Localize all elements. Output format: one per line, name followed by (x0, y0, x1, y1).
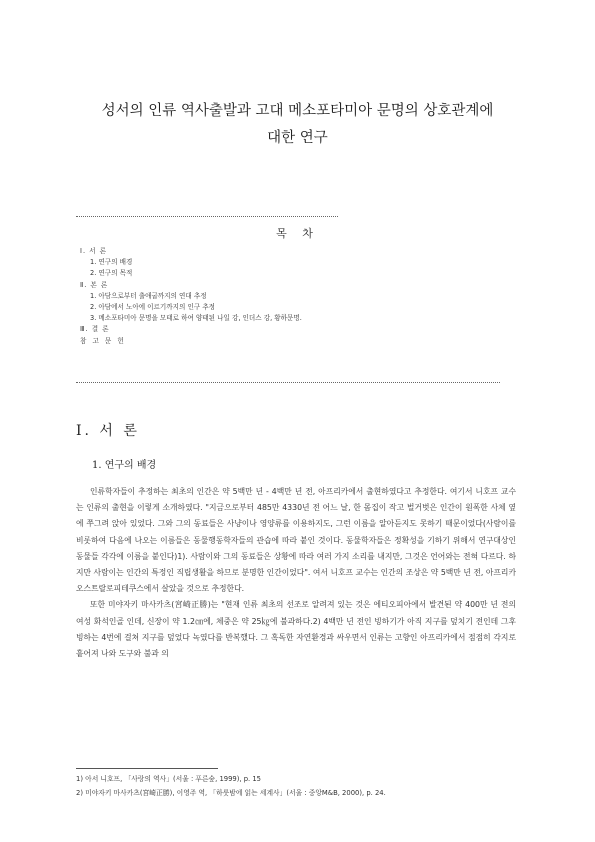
toc-item: 2. 아담에서 노아에 이르기까지의 인구 추정 (90, 302, 216, 311)
body-text (76, 484, 516, 662)
title-line-2: 대한 연구 (267, 130, 328, 146)
subsection-title: 1. 연구의 배경 (92, 460, 157, 471)
toc-item: 2. 연구의 목적 (90, 269, 133, 278)
toc-item: 1. 아담으로부터 출애굽까지의 연대 추정 (90, 291, 207, 300)
toc-section-entry: Ⅲ. 결 론 (80, 325, 110, 334)
toc-section-entry: Ⅰ. 서 론 (80, 247, 107, 255)
toc-item: 3. 메소포타미아 문명을 모태로 하여 양태된 나일 강, 인더스 강, 황하문명. (90, 314, 302, 323)
toc-item: 1. 연구의 배경 (90, 258, 133, 267)
footnote-divider (76, 768, 218, 769)
toc-top-divider (76, 216, 338, 217)
toc-bottom-divider (76, 382, 500, 383)
title-line-1: 성서의 인류 역사출발과 고대 메소포타미아 문명의 상호관계에 (101, 103, 494, 119)
toc-references-entry: 참 고 문 헌 (80, 336, 126, 345)
document-title (60, 98, 535, 152)
paragraph: 또한 미야자키 마사카츠(宮崎正勝)는 "현재 인류 최초의 선조로 알려져 있는 것은 에티오피아에서 발견된 약 400만 년 전의 여성 화석인골 인데, 신장이 약 1.2㎝에, 체중은 약 25㎏에 불과하다.2) 4백만 년 전인 빙하기가 아직 지구를 덮치기 전인데 그후 빙하는 4번에 걸쳐 지구를 덮었다 녹였다를 반복했다. 그 혹독한 자연환경과 싸우면서 인류는 고향인 아프리카에서 점점히 각지로 흩어져 나와 도구와 불과 의 (76, 600, 516, 659)
table-of-contents (80, 246, 500, 347)
footnotes (76, 773, 516, 800)
toc-heading: 목 차 (276, 227, 319, 240)
section-title: Ⅰ. 서 론 (76, 423, 140, 439)
footnote: 2) 미야자키 마사카츠(宮崎正勝), 이영주 역, 「하룻밤에 읽는 세계사」(서울 : 중앙M&B, 2000), p. 24. (76, 788, 386, 797)
paragraph: 인류학자들이 추정하는 최초의 인간은 약 5백만 년 - 4백만 년 전, 아프리카에서 출현하였다고 추정한다. 여기서 니호프 교수는 인류의 출현을 이렇게 소개하였다. "지금으로부터 485만 4330년 전 어느 날, 한 몸집이 작고 벌거벗은 인간이 원폭한 사체 옆에 쭈그려 앉아 있었다. 그와 그의 동료들은 사냥이나 영양류를 이용하지도, 그런 이름을 알아듣지도 못하기 때문이었다(사람이를 비롯하여 다음에 나오는 이름들은 동물행동학자들의 관습에 따라 붙인 것이다. 동물학자들은 정확성을 기하기 위해서 연구대상인 동물들 각각에 이름을 붙인다)1). 사람이와 그의 동료들은 상황에 따라 여러 가지 소리를 내지만, 그것은 언어와는 전혀 다르다. 하지만 사람이는 인간의 특정인 직립생활을 하므로 분명한 인간이었다". 여서 니호프 교수는 인간의 조상은 약 5백만 년 전, 아프리카 오스트랄로피테쿠스에서 살았을 것으로 추정한다. (76, 487, 516, 594)
footnote: 1) 아서 니호프, 「사랑의 역사」(서울 : 푸른숲, 1999), p. 15 (76, 775, 261, 783)
toc-section-entry: Ⅱ. 본 론 (80, 280, 109, 289)
